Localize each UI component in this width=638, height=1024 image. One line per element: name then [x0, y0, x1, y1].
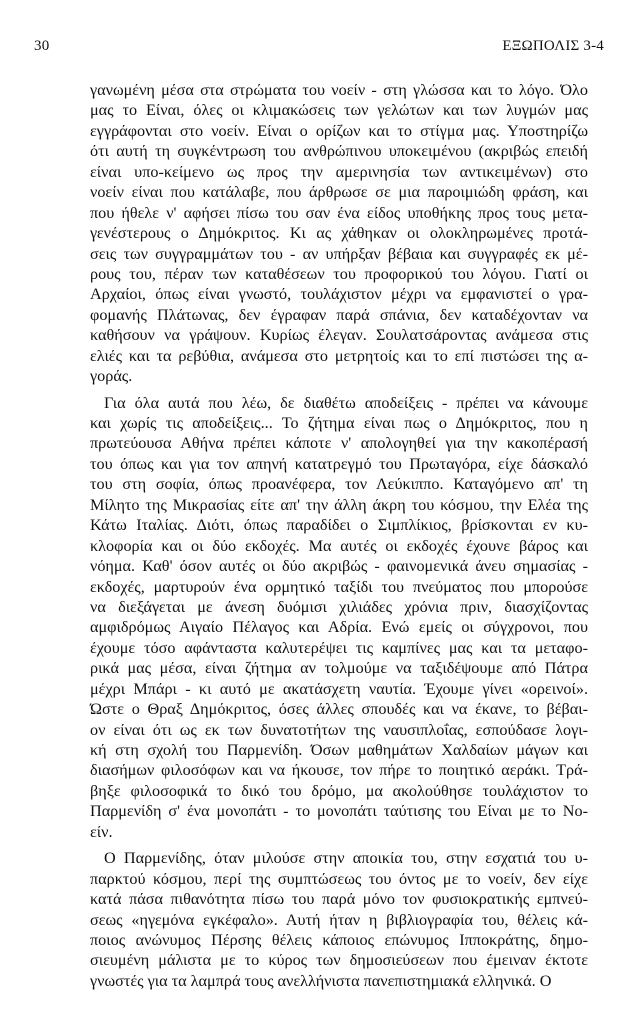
text-line: έχουμε τόσο αφάνταστα καλυτερέψει τις καμπίνες μας και τα μεταφο- [90, 638, 588, 657]
text-line: να διεξάγεται με άνεση δυόμισι χιλιάδες χρόνια πριν, διασχίζοντας [90, 597, 588, 616]
text-line: διασήμων φιλοσόφων και να ήκουσε, τον πήρε το ποιητικό αεράκι. Τρά- [90, 761, 588, 780]
text-line: ρικά μας μέσα, είναι ζήτημα αν τολμούμε να ταξιδέψουμε από Πάτρα [90, 659, 588, 678]
text-line: γενέστερους ο Δημόκριτος. Κι ας χάθηκαν οι ολοκληρωμένες προτά- [90, 224, 588, 243]
text-line: είναι υπο-κείμενο ως προς την αμερινησία των αντικειμένων) στο [90, 162, 588, 181]
text-line: φομανής Πλάτωνας, δεν έγραφαν παρά σπάνια, δεν καταδέχονταν να [90, 305, 588, 324]
running-title: ΕΞΩΠΟΛΙΣ 3-4 [502, 38, 604, 54]
text-line: νόημα. Καθ' όσον αυτές οι δύο ακριβώς - φαινομενικά άνευ σημασίας - [90, 557, 588, 576]
text-line: γνωστές για τα λαμπρά τους ανελλήνιστα πανεπιστημιακά ελληνικά. Ο [90, 971, 552, 990]
paragraph [90, 393, 588, 843]
text-line: και χωρίς τις αποδείξεις... Το ζήτημα είναι πως ο Δημόκριτος, που η [90, 414, 588, 432]
text-line: καθήσουν να γράψουν. Κυρίως έλεγαν. Σουλατσάροντας ανάμεσα στις [90, 326, 588, 345]
text-line: Αρχαίοι, όπως είναι γνωστό, τουλάχιστον μέχρι να εμφανιστεί ο γρα- [90, 285, 588, 304]
text-line: γοράς. [90, 367, 133, 386]
text-line: Για όλα αυτά που λέω, δε διαθέτω αποδείξεις - πρέπει να κάνουμε [104, 393, 588, 412]
page-header [34, 38, 604, 58]
text-line: σεις των συγγραμμάτων του - αν υπήρξαν βέβαια και συγγραφές εκ μέ- [90, 244, 588, 263]
text-line: ρους του, πέραν των καταθέσεων του προφορικού του λόγου. Γιατί οι [90, 264, 588, 283]
text-line: είν. [90, 822, 113, 841]
text-line: που ήθελε ν' αφήσει πίσω του σαν ένα είδος υποθήκης προς τους μετα- [90, 203, 588, 222]
text-line: παρκτού κόσμου, περί της συμπτώσεως του όντος με το νοείν, δεν είχε [90, 869, 588, 888]
text-line: του στη σοφία, όπως προανέφερα, τον Λεύκιππο. Καταγόμενο απ' τη [90, 475, 588, 494]
text-line: σεως «ηγεμόνα εγκέφαλο». Αυτή ήταν η βιβλιογραφία του, θέλεις κά- [90, 910, 588, 929]
body-text [90, 80, 588, 991]
paragraph [90, 848, 588, 991]
text-line: εκδοχές, μαρτυρούν ένα ορμητικό ταξίδι του πνεύματος που μπορούσε [90, 577, 588, 596]
text-line: μέχρι Μπάρι - κι αυτό με ακατάσχετη ναυτία. Έχουμε γίνει «ορεινοί». [90, 679, 588, 698]
text-line: του όπως και για τον απηνή κατατρεγμό του Πρωταγόρα, είχε δάσκαλό [90, 454, 588, 473]
text-line: πρωτεύουσα Αθήνα πρέπει κάποτε ν' απολογηθεί για την κακοπέρασή [90, 434, 588, 453]
text-line: γανωμένη μέσα στα στρώματα του νοείν - στη γλώσσα και το λόγο. Όλο [90, 81, 588, 99]
text-line: Ο Παρμενίδης, όταν μιλούσε στην αποικία του, στην εσχατιά του υ- [104, 849, 588, 868]
page-number: 30 [34, 38, 50, 54]
text-line: ον είναι ότι ως εκ των δυνατοτήτων της ναυσιπλοΐας, εσπούδασε λογι- [90, 720, 588, 739]
text-line: κλοφορία και οι δύο εκδοχές. Μα αυτές οι εκδοχές έχουνε βάρος και [90, 536, 588, 555]
paragraph [90, 80, 588, 387]
text-line: ότι αυτή τη συγκέντρωση του ανθρώπινου υποκειμένου (ακριβώς επειδή [90, 142, 588, 161]
text-line: νοείν είναι που κατάλαβε, που άρθρωσε σε μια παροιμιώδη φράση, και [90, 183, 588, 202]
text-line: σιευμένη μάλιστα με το κύρος των δημοσιεύσεων που έμειναν έκτοτε [90, 951, 588, 970]
text-line: εγγράφονται στο νοείν. Είναι ο ορίζων και το στίγμα μας. Υποστηρίζω [90, 121, 588, 140]
text-line: ποιος ανώνυμος Πέρσης θέλεις κάποιος επώνυμος Ιπποκράτης, δημο- [90, 930, 588, 949]
text-line: βηξε φιλοσοφικά το δικό του δρόμο, μα ακολούθησε τουλάχιστον το [90, 781, 588, 800]
text-line: Παρμενίδη σ' ένα μονοπάτι - το μονοπάτι ταύτισης του Είναι με το Νο- [90, 802, 588, 821]
text-line: Κάτω Ιταλίας. Διότι, όπως παραδίδει ο Σιμπλίκιος, βρίσκονται εν κυ- [90, 516, 588, 535]
text-line: Μίλητο της Μικρασίας είτε απ' την άλλη άκρη του κόσμου, την Ελέα της [90, 495, 588, 514]
text-line: αμφιδρόμως Αιγαίο Πέλαγος και Αδρία. Ενώ εμείς οι σύγχρονοι, που [90, 618, 588, 637]
text-line: μας το Είναι, όλες οι κλιμακώσεις των γελώτων και των λυγμών μας [90, 101, 588, 120]
text-line: ελιές και τα ρεβύθια, ανάμεσα στο μετρητοίς και το επί πιστώσει της α- [90, 346, 588, 365]
text-line: Ώστε ο Θραξ Δημόκριτος, όσες άλλες σπουδές και να έκανε, το βέβαι- [90, 700, 588, 719]
text-line: κή στη σχολή του Παρμενίδη. Όσων μαθημάτων Χαλδαίων μάγων και [90, 741, 588, 759]
text-line: κατά πάσα πιθανότητα πίσω του παρά μόνο τον φυσιοκρατικής εμπνεύ- [90, 890, 588, 909]
